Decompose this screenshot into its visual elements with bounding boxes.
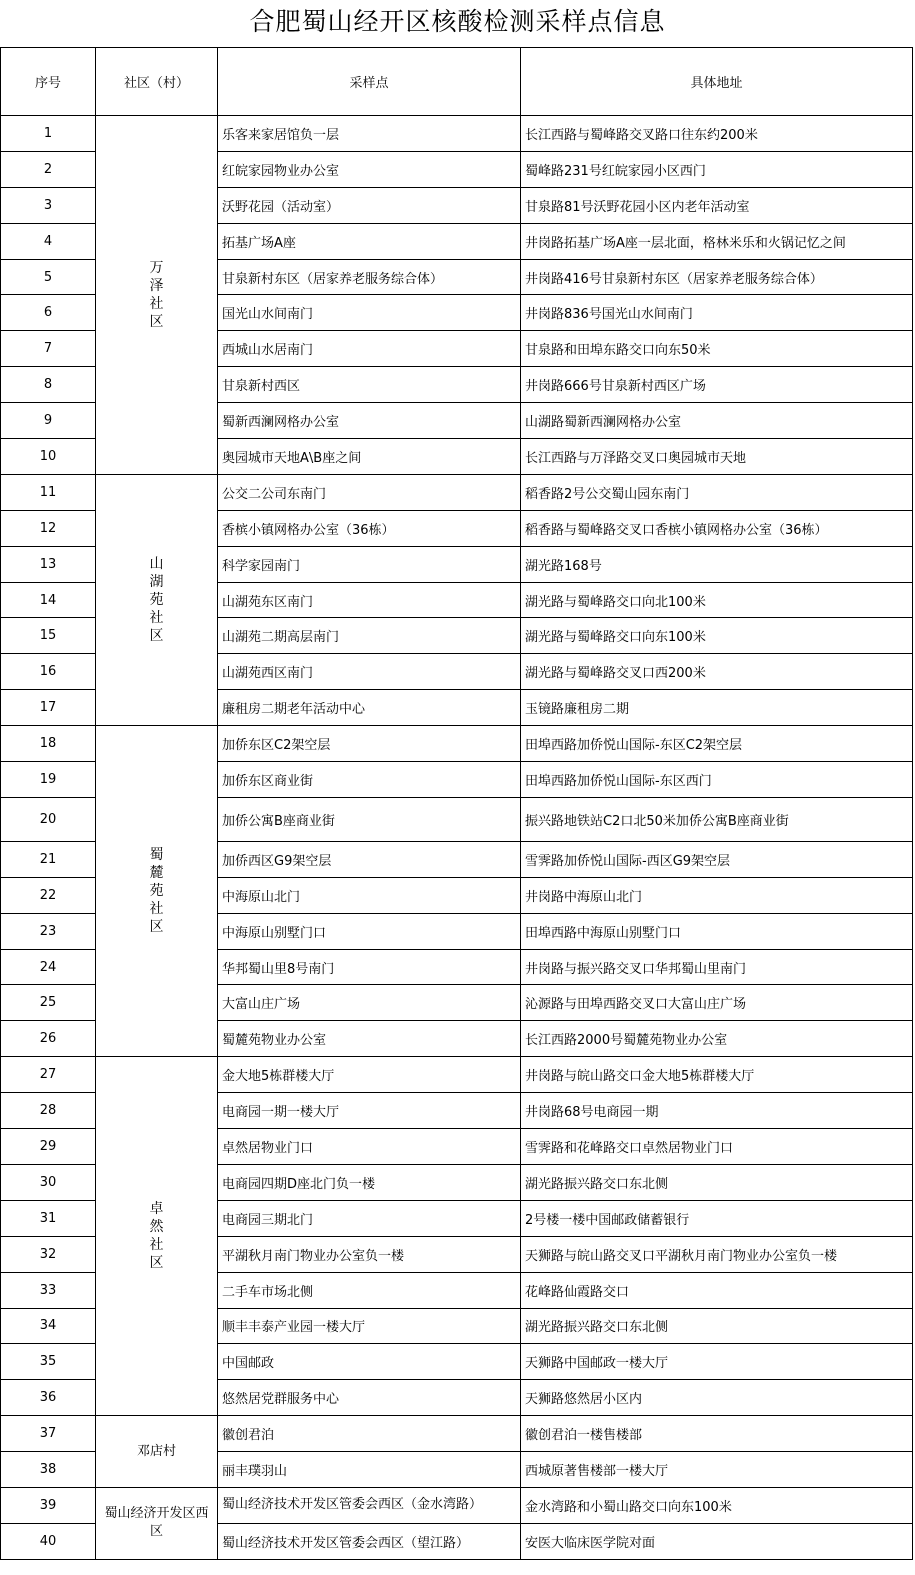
header-site: 采样点: [218, 48, 521, 116]
site-cell: 蜀山经济技术开发区管委会西区（金水湾路）: [218, 1487, 521, 1523]
table-body: [1, 116, 913, 1560]
row-number: 13: [1, 546, 96, 582]
site-cell: 悠然居党群服务中心: [218, 1380, 521, 1416]
address-cell: 井岗路416号甘泉新村东区（居家养老服务综合体）: [521, 259, 913, 295]
address-cell: 长江西路与蜀峰路交叉路口往东约200米: [521, 116, 913, 152]
site-cell: 沃野花园（活动室）: [218, 187, 521, 223]
header-address: 具体地址: [521, 48, 913, 116]
address-cell: 稻香路与蜀峰路交叉口香槟小镇网格办公室（36栋）: [521, 510, 913, 546]
header-no: 序号: [1, 48, 96, 116]
address-cell: 田埠西路加侨悦山国际-东区C2架空层: [521, 726, 913, 762]
row-number: 32: [1, 1236, 96, 1272]
table-row: [1, 1416, 913, 1452]
address-cell: 沁源路与田埠西路交叉口大富山庄广场: [521, 985, 913, 1021]
site-cell: 中国邮政: [218, 1344, 521, 1380]
row-number: 34: [1, 1308, 96, 1344]
address-cell: 安医大临床医学院对面: [521, 1523, 913, 1559]
row-number: 1: [1, 116, 96, 152]
address-cell: 振兴路地铁站C2口北50米加侨公寓B座商业街: [521, 797, 913, 841]
community-label: 邓店村: [136, 1443, 176, 1459]
site-cell: 山湖苑西区南门: [218, 654, 521, 690]
site-cell: 甘泉新村东区（居家养老服务综合体）: [218, 259, 521, 295]
row-number: 10: [1, 439, 96, 475]
row-number: 22: [1, 877, 96, 913]
row-number: 40: [1, 1523, 96, 1559]
address-cell: 湖光路与蜀峰路交叉口西200米: [521, 654, 913, 690]
row-number: 30: [1, 1164, 96, 1200]
site-cell: 加侨东区商业街: [218, 762, 521, 798]
table-row: [1, 1057, 913, 1093]
site-cell: 科学家园南门: [218, 546, 521, 582]
site-cell: 西城山水居南门: [218, 331, 521, 367]
site-cell: 加侨西区G9架空层: [218, 841, 521, 877]
site-cell: 国光山水间南门: [218, 295, 521, 331]
address-cell: 天狮路悠然居小区内: [521, 1380, 913, 1416]
address-cell: 湖光路与蜀峰路交口向东100米: [521, 618, 913, 654]
address-cell: 徽创君泊一楼售楼部: [521, 1416, 913, 1452]
address-cell: 玉镜路廉租房二期: [521, 690, 913, 726]
row-number: 23: [1, 913, 96, 949]
site-cell: 顺丰丰泰产业园一楼大厅: [218, 1308, 521, 1344]
site-cell: 中海原山北门: [218, 877, 521, 913]
row-number: 29: [1, 1129, 96, 1165]
community-label: 山 湖 苑 社 区: [149, 556, 164, 645]
community-label: 卓 然 社 区: [149, 1201, 164, 1272]
row-number: 12: [1, 510, 96, 546]
site-cell: 中海原山别墅门口: [218, 913, 521, 949]
site-cell: 电商园三期北门: [218, 1200, 521, 1236]
row-number: 17: [1, 690, 96, 726]
site-cell: 红皖家园物业办公室: [218, 151, 521, 187]
address-cell: 井岗路836号国光山水间南门: [521, 295, 913, 331]
community-cell: [96, 474, 218, 725]
site-cell: 加侨东区C2架空层: [218, 726, 521, 762]
row-number: 27: [1, 1057, 96, 1093]
sampling-sites-table: [0, 47, 913, 1560]
address-cell: 湖光路振兴路交口东北侧: [521, 1308, 913, 1344]
row-number: 14: [1, 582, 96, 618]
site-cell: 香槟小镇网格办公室（36栋）: [218, 510, 521, 546]
community-cell: [96, 116, 218, 475]
row-number: 37: [1, 1416, 96, 1452]
address-cell: 井岗路666号甘泉新村西区广场: [521, 367, 913, 403]
site-cell: 二手车市场北侧: [218, 1272, 521, 1308]
address-cell: 湖光路与蜀峰路交口向北100米: [521, 582, 913, 618]
address-cell: 井岗路与振兴路交叉口华邦蜀山里南门: [521, 949, 913, 985]
row-number: 33: [1, 1272, 96, 1308]
row-number: 36: [1, 1380, 96, 1416]
row-number: 9: [1, 403, 96, 439]
row-number: 11: [1, 474, 96, 510]
address-cell: 甘泉路81号沃野花园小区内老年活动室: [521, 187, 913, 223]
row-number: 38: [1, 1452, 96, 1488]
row-number: 8: [1, 367, 96, 403]
row-number: 35: [1, 1344, 96, 1380]
address-cell: 甘泉路和田埠东路交口向东50米: [521, 331, 913, 367]
address-cell: 2号楼一楼中国邮政储蓄银行: [521, 1200, 913, 1236]
row-number: 39: [1, 1487, 96, 1523]
site-cell: 拓基广场A座: [218, 223, 521, 259]
site-cell: 徽创君泊: [218, 1416, 521, 1452]
row-number: 20: [1, 797, 96, 841]
row-number: 4: [1, 223, 96, 259]
community-cell: [96, 1487, 218, 1559]
row-number: 21: [1, 841, 96, 877]
site-cell: 乐客来家居馆负一层: [218, 116, 521, 152]
site-cell: 廉租房二期老年活动中心: [218, 690, 521, 726]
site-cell: 蜀麓苑物业办公室: [218, 1021, 521, 1057]
table-row: [1, 474, 913, 510]
address-cell: 长江西路2000号蜀麓苑物业办公室: [521, 1021, 913, 1057]
address-cell: 井岗路与皖山路交口金大地5栋群楼大厅: [521, 1057, 913, 1093]
address-cell: 雪霁路和花峰路交口卓然居物业门口: [521, 1129, 913, 1165]
address-cell: 蜀峰路231号红皖家园小区西门: [521, 151, 913, 187]
row-number: 24: [1, 949, 96, 985]
row-number: 3: [1, 187, 96, 223]
site-cell: 电商园四期D座北门负一楼: [218, 1164, 521, 1200]
address-cell: 长江西路与万泽路交叉口奥园城市天地: [521, 439, 913, 475]
table-row: [1, 116, 913, 152]
row-number: 31: [1, 1200, 96, 1236]
site-cell: 大富山庄广场: [218, 985, 521, 1021]
site-cell: 山湖苑二期高层南门: [218, 618, 521, 654]
site-cell: 公交二公司东南门: [218, 474, 521, 510]
row-number: 16: [1, 654, 96, 690]
site-cell: 蜀山经济技术开发区管委会西区（望江路）: [218, 1523, 521, 1559]
row-number: 19: [1, 762, 96, 798]
address-cell: 天狮路与皖山路交叉口平湖秋月南门物业办公室负一楼: [521, 1236, 913, 1272]
row-number: 18: [1, 726, 96, 762]
page-title: 合肥蜀山经开区核酸检测采样点信息: [249, 7, 666, 36]
row-number: 28: [1, 1093, 96, 1129]
address-cell: 井岗路68号电商园一期: [521, 1093, 913, 1129]
row-number: 7: [1, 331, 96, 367]
address-cell: 天狮路中国邮政一楼大厅: [521, 1344, 913, 1380]
site-cell: 蜀新西澜网格办公室: [218, 403, 521, 439]
site-cell: 平湖秋月南门物业办公室负一楼: [218, 1236, 521, 1272]
site-cell: 卓然居物业门口: [218, 1129, 521, 1165]
address-cell: 湖光路振兴路交口东北侧: [521, 1164, 913, 1200]
address-cell: 田埠西路中海原山别墅门口: [521, 913, 913, 949]
community-label: 万 泽 社 区: [149, 259, 164, 330]
address-cell: 稻香路2号公交蜀山园东南门: [521, 474, 913, 510]
address-cell: 井岗路中海原山北门: [521, 877, 913, 913]
row-number: 5: [1, 259, 96, 295]
site-cell: 电商园一期一楼大厅: [218, 1093, 521, 1129]
community-cell: [96, 726, 218, 1057]
header-community: 社区（村）: [96, 48, 218, 116]
row-number: 6: [1, 295, 96, 331]
community-cell: [96, 1057, 218, 1416]
address-cell: 花峰路仙霞路交口: [521, 1272, 913, 1308]
site-cell: 金大地5栋群楼大厅: [218, 1057, 521, 1093]
site-cell: 丽丰璞羽山: [218, 1452, 521, 1488]
site-cell: 山湖苑东区南门: [218, 582, 521, 618]
site-cell: 加侨公寓B座商业街: [218, 797, 521, 841]
address-cell: 西城原著售楼部一楼大厅: [521, 1452, 913, 1488]
table-row: [1, 1487, 913, 1523]
community-label: 蜀 麓 苑 社 区: [149, 847, 164, 936]
site-cell: 华邦蜀山里8号南门: [218, 949, 521, 985]
address-cell: 雪霁路加侨悦山国际-西区G9架空层: [521, 841, 913, 877]
address-cell: 井岗路拓基广场A座一层北面，格林米乐和火锅记忆之间: [521, 223, 913, 259]
row-number: 15: [1, 618, 96, 654]
row-number: 25: [1, 985, 96, 1021]
community-label: 蜀山经济开发区西区: [104, 1506, 209, 1540]
row-number: 2: [1, 151, 96, 187]
community-cell: [96, 1416, 218, 1488]
address-cell: 金水湾路和小蜀山路交口向东100米: [521, 1487, 913, 1523]
address-cell: 山湖路蜀新西澜网格办公室: [521, 403, 913, 439]
table-row: [1, 726, 913, 762]
row-number: 26: [1, 1021, 96, 1057]
site-cell: 甘泉新村西区: [218, 367, 521, 403]
address-cell: 田埠西路加侨悦山国际-东区西门: [521, 762, 913, 798]
site-cell: 奥园城市天地A\B座之间: [218, 439, 521, 475]
address-cell: 湖光路168号: [521, 546, 913, 582]
